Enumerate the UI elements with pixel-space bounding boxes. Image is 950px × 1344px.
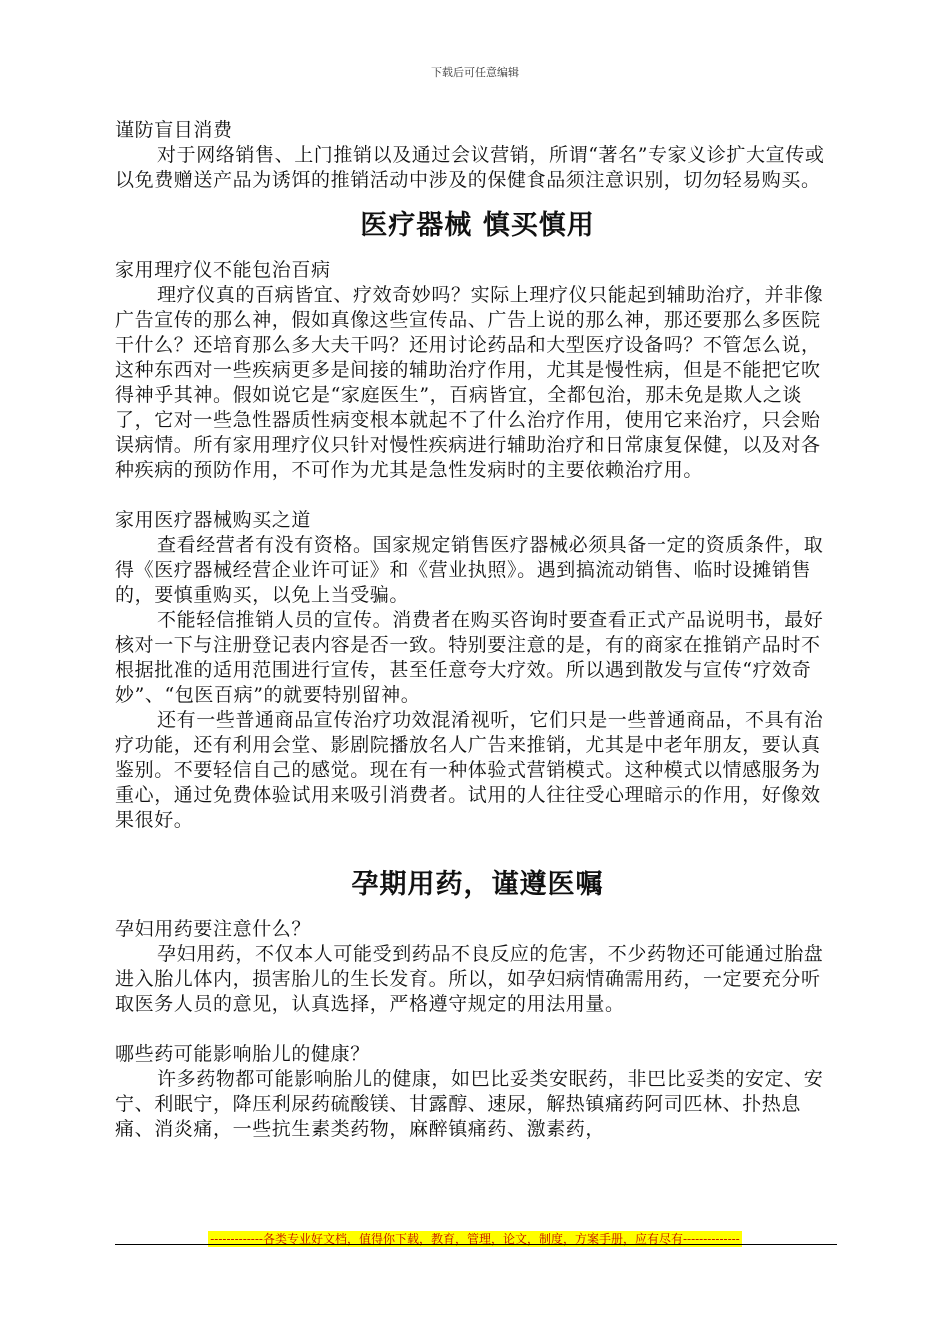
subheading-fetal-health: 哪些药可能影响胎儿的健康？ [115,1043,370,1065]
section-title-medical-devices: 医疗器械 慎买慎用 [360,210,595,241]
subheading-physiotherapy: 家用理疗仪不能包治百病 [115,259,331,281]
paragraph: 孕妇用药，不仅本人可能受到药品不良反应的危害，不少药物还可能通过胎盘进入胎儿体内，损害胎儿的生长发育。所以，如孕妇病情确需用药，一定要充分听取医务人员的意见，认真选择，严格遵守规定的用法用量。 [115,943,824,1015]
subheading-buying-guide: 家用医疗器械购买之道 [115,509,312,531]
paragraph: 对于网络销售、上门推销以及通过会议营销，所谓“著名”专家义诊扩大宣传或以免费赠送产品为诱饵的推销活动中涉及的保健食品须注意识别，切勿轻易购买。 [115,144,825,191]
paragraph: 许多药物都可能影响胎儿的健康，如巴比妥类安眠药，非巴比妥类的安定、安宁、利眠宁，降压利尿药硫酸镁、甘露醇、速尿，解热镇痛药阿司匹林、扑热息痛、消炎痛，一些抗生素类药物，麻醉镇痛药、激素药， [115,1068,824,1140]
paragraph: 不能轻信推销人员的宣传。消费者在购买咨询时要查看正式产品说明书，最好核对一下与注册登记表内容是否一致。特别要注意的是，有的商家在推销产品时不根据批准的适用范围进行宣传，甚至任意夸大疗效。所以遇到散发与宣传“疗效奇妙”、“包医百病”的就要特别留神。 [115,609,824,706]
document-body [115,118,840,1142]
page-header: 下载后可任意编辑 [431,66,519,79]
subheading-avoid-blind-consumption: 谨防盲目消费 [115,119,233,141]
section-title-pregnancy-medication: 孕期用药，谨遵医嘱 [351,869,604,900]
footer-banner-text: -------------各类专业好文档，值得你下载，教育，管理，论文，制度，方案手册，应有尽有-------------- [210,1232,740,1246]
paragraph: 理疗仪真的百病皆宜、疗效奇妙吗？实际上理疗仪只能起到辅助治疗，并非像广告宣传的那么神，假如真像这些宣传品、广告上说的那么神，那还要那么多医院干什么？还培育那么多大夫干吗？还用讨论药品和大型医疗设备吗？不管怎么说，这种东西对一些疾病更多是间接的辅助治疗作用，尤其是慢性病，但是不能把它吹得神乎其神。假如说它是“家庭医生”，百病皆宜，全都包治，那未免是欺人之谈了，它对一些急性器质性病变根本就起不了什么治疗作用，使用它来治疗，只会贻误病情。所有家用理疗仪只针对慢性疾病进行辅助治疗和日常康复保健，以及对各种疾病的预防作用，不可作为尤其是急性发病时的主要依赖治疗用。 [115,284,824,481]
subheading-pregnant-women: 孕妇用药要注意什么？ [115,918,312,940]
paragraph: 查看经营者有没有资格。国家规定销售医疗器械必须具备一定的资质条件，取得《医疗器械经营企业许可证》和《营业执照》。遇到搞流动销售、临时设摊销售的，要慎重购买，以免上当受骗。 [115,534,824,606]
paragraph: 还有一些普通商品宣传治疗功效混淆视听，它们只是一些普通商品，不具有治疗功能，还有利用会堂、影剧院播放名人广告来推销，尤其是中老年朋友，要认真鉴别。不要轻信自己的感觉。现在有一种体验式营销模式。这种模式以情感服务为重心，通过免费体验试用来吸引消费者。试用的人往往受心理暗示的作用，好像效果很好。 [115,709,824,831]
footer-divider [115,1244,837,1245]
